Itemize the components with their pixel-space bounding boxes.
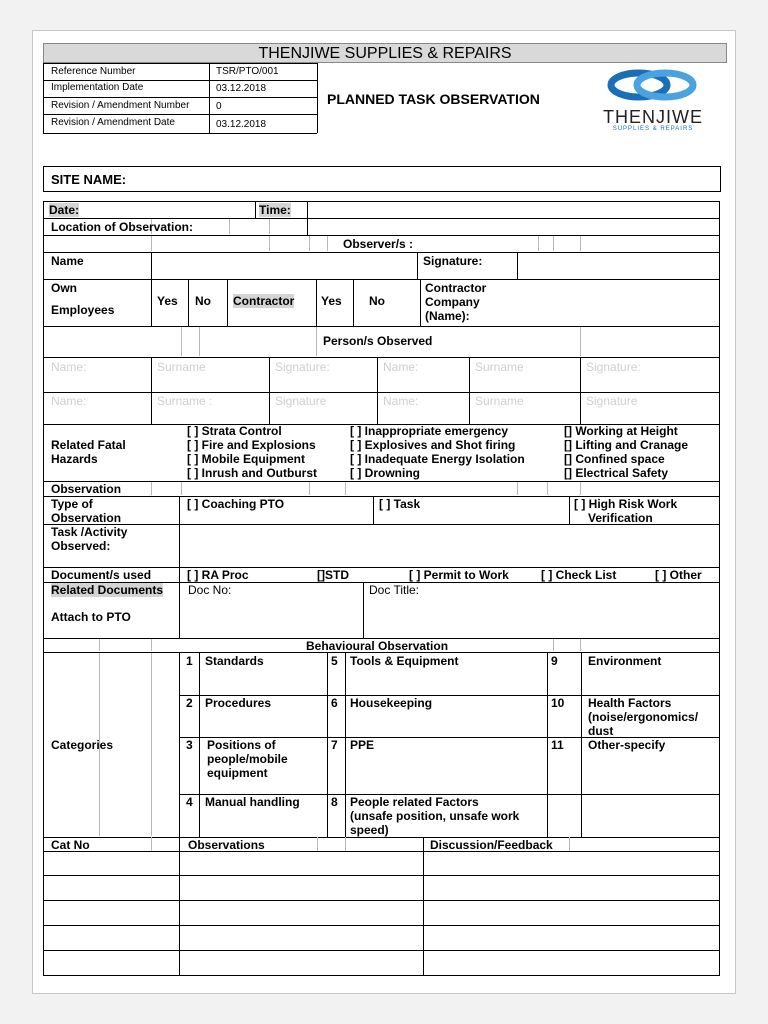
rev-date-value: 03.12.2018 [216, 119, 267, 130]
contractor-yes-option[interactable]: Yes [321, 294, 342, 308]
hazard-option[interactable]: [] Confined space [564, 452, 665, 466]
category-manual-handling: Manual handling [205, 795, 300, 809]
type-of-observation-label: Type of Observation [51, 497, 122, 525]
task-activity-label: Task /Activity Observed: [51, 525, 128, 553]
related-documents-label: Related Documents [51, 583, 164, 597]
observation-label: Observation [51, 482, 122, 496]
category-health: Health Factors (noise/ergonomics/ dust [588, 696, 699, 738]
category-housekeeping: Housekeeping [350, 696, 433, 710]
category-number: 8 [331, 795, 338, 809]
hazard-option[interactable]: [ ] Inadequate Energy Isolation [350, 452, 525, 466]
hazard-option[interactable]: [ ] Inrush and Outburst [187, 466, 317, 480]
own-yes-option[interactable]: Yes [157, 294, 178, 308]
fatal-hazards-col3[interactable] [564, 424, 688, 480]
documents-used-label: Document/s used [51, 568, 152, 582]
category-number: 4 [186, 795, 193, 809]
impl-date-value: 03.12.2018 [216, 83, 267, 94]
ref-number-label: Reference Number [51, 66, 136, 77]
date-label: Date: [49, 203, 80, 217]
logo-subtitle: SUPPLIES & REPAIRS [612, 126, 694, 132]
discussion-header: Discussion/Feedback [430, 838, 553, 852]
hazard-option[interactable]: [ ] Drowning [350, 466, 420, 480]
high-risk-option[interactable]: [ ] High Risk Work Verification [574, 497, 678, 525]
category-number: 3 [186, 738, 193, 752]
category-number: 6 [331, 696, 338, 710]
logo-name: THENJIWE [603, 107, 703, 127]
employees-label: Employees [51, 303, 115, 317]
form-page [32, 30, 736, 994]
category-ppe: PPE [350, 738, 375, 752]
hazard-option[interactable]: [] Lifting and Cranage [564, 438, 688, 452]
doc-option-permit[interactable]: [ ] Permit to Work [409, 568, 509, 582]
behavioural-observation-heading: Behavioural Observation [306, 639, 449, 653]
rev-number-label: Revision / Amendment Number [51, 100, 190, 111]
person-surname-input[interactable]: Surname : [157, 394, 213, 408]
category-environment: Environment [588, 654, 662, 668]
person-name-input[interactable]: Name: [383, 394, 419, 408]
person-name-input[interactable]: Name: [383, 360, 419, 374]
person-signature-input[interactable]: Signature: [275, 360, 330, 374]
doc-title-label: Doc Title: [369, 583, 420, 597]
table-row[interactable] [44, 852, 719, 875]
hazard-option[interactable]: [ ] Explosives and Shot firing [350, 438, 516, 452]
company-name: THENJIWE SUPPLIES & REPAIRS [258, 45, 512, 62]
person-signature-input[interactable]: Signature [275, 394, 327, 408]
contractor-company-label: Contractor Company (Name): [425, 281, 487, 323]
doc-option-ra-proc[interactable]: [ ] RA Proc [187, 568, 249, 582]
person-name-input[interactable]: Name: [51, 360, 87, 374]
location-field[interactable] [213, 219, 718, 234]
logo-swirl-icon [587, 67, 719, 107]
persons-observed-heading: Person/s Observed [323, 334, 433, 348]
person-surname-input[interactable]: Surname [157, 360, 206, 374]
ref-number-value: TSR/PTO/001 [216, 66, 279, 77]
company-logo [587, 67, 719, 131]
fatal-hazards-col1[interactable] [187, 424, 317, 480]
person-surname-input[interactable]: Surname [475, 394, 524, 408]
category-people-factors: People related Factors (unsafe position, unsafe work speed) [350, 795, 520, 837]
contractor-label: Contractor [233, 294, 295, 308]
hazard-option[interactable]: [ ] Inappropriate emergency [350, 424, 509, 438]
task-activity-field[interactable] [181, 525, 717, 566]
impl-date-label: Implementation Date [51, 82, 144, 93]
doc-option-checklist[interactable]: [ ] Check List [541, 568, 617, 582]
category-positions: Positions of people/mobile equipment [207, 738, 288, 780]
category-procedures: Procedures [205, 696, 272, 710]
task-option[interactable]: [ ] Task [379, 497, 421, 511]
hazard-option[interactable]: [ ] Fire and Explosions [187, 438, 316, 452]
category-other: Other-specify [588, 738, 666, 752]
own-label: Own [51, 281, 77, 295]
category-standards: Standards [205, 654, 264, 668]
coaching-pto-option[interactable]: [ ] Coaching PTO [187, 497, 285, 511]
category-number: 9 [551, 654, 558, 668]
site-name-box [43, 166, 721, 192]
time-field[interactable] [309, 202, 717, 217]
table-row[interactable] [44, 926, 719, 950]
observer-signature-field[interactable] [519, 253, 717, 278]
hazard-option[interactable]: [] Working at Height [564, 424, 678, 438]
doc-no-label: Doc No: [188, 583, 232, 597]
rev-date-label: Revision / Amendment Date [51, 117, 175, 128]
hazard-option[interactable]: [ ] Strata Control [187, 424, 282, 438]
doc-option-std[interactable]: []STD [317, 568, 349, 582]
observer-name-label: Name [51, 254, 84, 268]
category-number: 2 [186, 696, 193, 710]
category-number: 10 [551, 696, 565, 710]
doc-title: PLANNED TASK OBSERVATION [327, 91, 540, 107]
person-signature-input[interactable]: Signature [586, 394, 638, 408]
observer-signature-label: Signature: [423, 254, 483, 268]
table-row[interactable] [44, 876, 719, 900]
rev-number-value: 0 [216, 101, 222, 112]
table-row[interactable] [44, 901, 719, 925]
attach-to-pto-label: Attach to PTO [51, 610, 131, 624]
category-number: 1 [186, 654, 193, 668]
hazard-option[interactable]: [] Electrical Safety [564, 466, 669, 480]
observer-name-field[interactable] [153, 253, 415, 278]
person-name-input[interactable]: Name: [51, 394, 87, 408]
category-number: 5 [331, 654, 338, 668]
observers-label: Observer/s : [343, 237, 414, 251]
contractor-company-field[interactable] [503, 280, 717, 325]
location-label: Location of Observation: [51, 220, 194, 234]
header-title-bar [43, 43, 727, 63]
person-surname-input[interactable]: Surname [475, 360, 524, 374]
own-no-option[interactable]: No [195, 294, 211, 308]
hazard-option[interactable]: [ ] Mobile Equipment [187, 452, 305, 466]
related-fatal-hazards-label: Related Fatal Hazards [51, 438, 126, 466]
category-number: 7 [331, 738, 338, 752]
date-field[interactable] [95, 202, 254, 217]
fatal-hazards-col2[interactable] [350, 424, 525, 480]
table-row[interactable] [44, 951, 719, 975]
doc-option-other[interactable]: [ ] Other [655, 568, 702, 582]
time-label: Time: [259, 203, 291, 217]
cat-no-header: Cat No [51, 838, 90, 852]
contractor-no-option[interactable]: No [369, 294, 385, 308]
observations-header: Observations [188, 838, 265, 852]
category-tools: Tools & Equipment [350, 654, 459, 668]
category-number: 11 [551, 738, 564, 752]
site-name-label: SITE NAME: [51, 172, 127, 187]
categories-label: Categories [51, 738, 114, 752]
person-signature-input[interactable]: Signature: [586, 360, 641, 374]
